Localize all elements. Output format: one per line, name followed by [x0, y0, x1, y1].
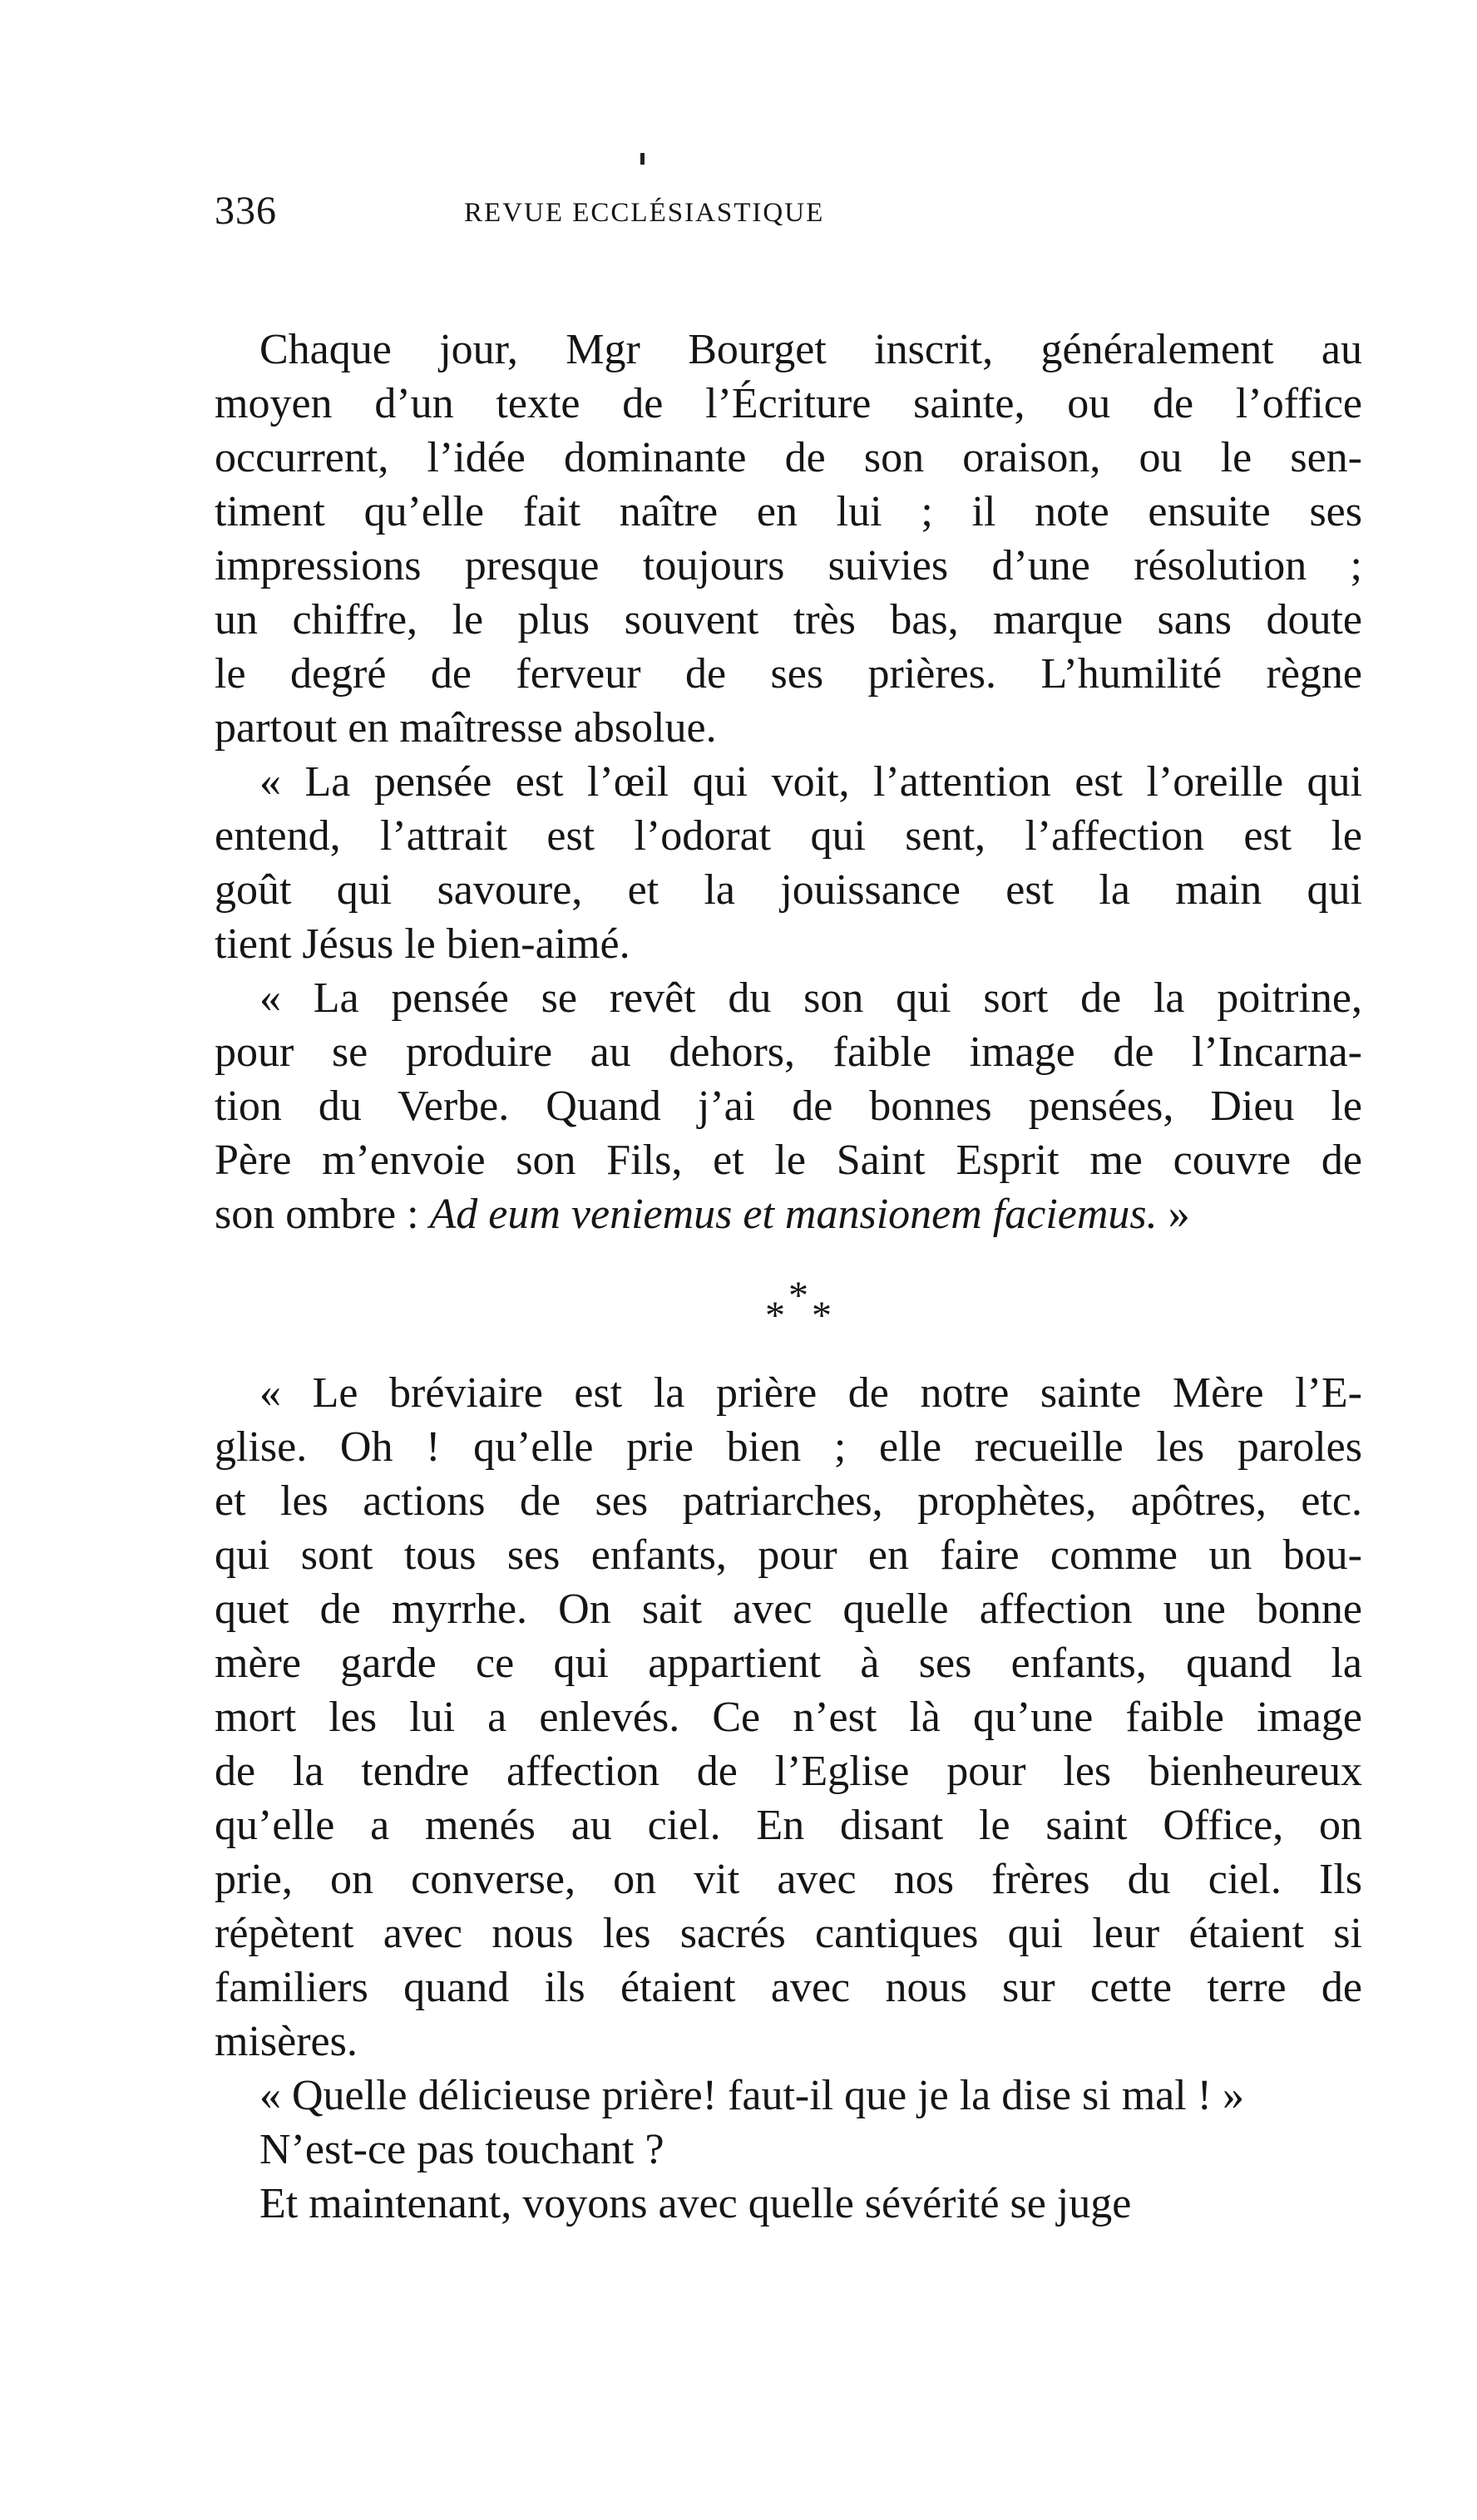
text-line	[215, 1187, 1362, 1241]
paragraph-1	[215, 323, 1362, 755]
text-line: goût qui savoure, et la jouissance est la main qui	[215, 866, 1362, 914]
text-line: « La pensée se revêt du son qui sort de la poitrine,	[259, 974, 1362, 1022]
text-line: impressions presque toujours suivies d’une résolution ;	[215, 542, 1362, 589]
text-line: Père m’envoie son Fils, et le Saint Esprit me couvre de	[215, 1137, 1362, 1184]
text-line: et les actions de ses patriarches, prophètes, apôtres, etc.	[215, 1477, 1362, 1525]
paragraph-2	[215, 755, 1362, 971]
paragraph-3	[215, 971, 1362, 1241]
text-line: glise. Oh ! qu’elle prie bien ; elle recueille les paroles	[215, 1423, 1362, 1471]
page-number: 336	[215, 189, 277, 233]
text-line: entend, l’attrait est l’odorat qui sent, l’affection est le	[215, 812, 1362, 860]
text-line: tient Jésus le bien-aimé.	[215, 920, 630, 968]
text-line: le degré de ferveur de ses prières. L’humilité règne	[215, 650, 1362, 698]
text-line: Et maintenant, voyons avec quelle sévérité se juge	[259, 2180, 1132, 2227]
text-line: occurrent, l’idée dominante de son oraison, ou le sen-	[215, 434, 1362, 481]
paragraph-4	[215, 1366, 1362, 2069]
text-line: qu’elle a menés au ciel. En disant le saint Office, on	[215, 1802, 1362, 1849]
text-line: timent qu’elle fait naître en lui ; il note ensuite ses	[215, 488, 1362, 535]
text-line: familiers quand ils étaient avec nous sur cette terre de	[215, 1964, 1362, 2011]
asterism-star: *	[788, 1274, 808, 1318]
text-line: moyen d’un texte de l’Écriture sainte, ou de l’office	[215, 380, 1362, 427]
text-line: qui sont tous ses enfants, pour en faire comme un bou-	[215, 1531, 1362, 1579]
text-line: de la tendre affection de l’Eglise pour les bienheureux	[215, 1748, 1362, 1795]
text-fragment: son ombre :	[215, 1191, 430, 1238]
text-line: répètent avec nous les sacrés cantiques qui leur étaient si	[215, 1910, 1362, 1957]
text-line: « La pensée est l’œil qui voit, l’attention est l’oreille qui	[259, 758, 1362, 806]
text-line: un chiffre, le plus souvent très bas, marque sans doute	[215, 596, 1362, 644]
latin-quote: Ad eum veniemus et mansionem faciemus.	[429, 1191, 1158, 1238]
body-text	[215, 323, 1362, 2231]
text-line: tion du Verbe. Quand j’ai de bonnes pensées, Dieu le	[215, 1082, 1362, 1130]
text-line: « Quelle délicieuse prière! faut-il que je la dise si mal ! »	[259, 2072, 1244, 2119]
paragraph-5	[215, 2069, 1362, 2123]
asterism-star: *	[765, 1294, 785, 1338]
text-line: quet de myrrhe. On sait avec quelle affection une bonne	[215, 1585, 1362, 1633]
asterism-separator	[215, 1241, 1362, 1366]
text-line: misères.	[215, 2018, 358, 2065]
text-line: Chaque jour, Mgr Bourget inscrit, généralement au	[259, 326, 1362, 373]
text-line: mort les lui a enlevés. Ce n’est là qu’une faible image	[215, 1694, 1362, 1741]
paragraph-7	[215, 2177, 1362, 2231]
text-line: prie, on converse, on vit avec nos frères du ciel. Ils	[215, 1856, 1362, 1903]
print-mark	[640, 153, 645, 165]
text-line: N’est-ce pas touchant ?	[259, 2126, 664, 2173]
asterism-star: *	[812, 1294, 832, 1338]
text-line: partout en maîtresse absolue.	[215, 704, 717, 752]
text-line: mère garde ce qui appartient à ses enfants, quand la	[215, 1640, 1362, 1687]
paragraph-6	[215, 2123, 1362, 2177]
text-fragment: »	[1157, 1191, 1190, 1238]
page-header	[215, 188, 1379, 238]
running-title: REVUE ECCLÉSIASTIQUE	[464, 198, 825, 228]
text-line: « Le bréviaire est la prière de notre sainte Mère l’E-	[259, 1369, 1362, 1417]
text-line: pour se produire au dehors, faible image de l’Incarna-	[215, 1028, 1362, 1076]
